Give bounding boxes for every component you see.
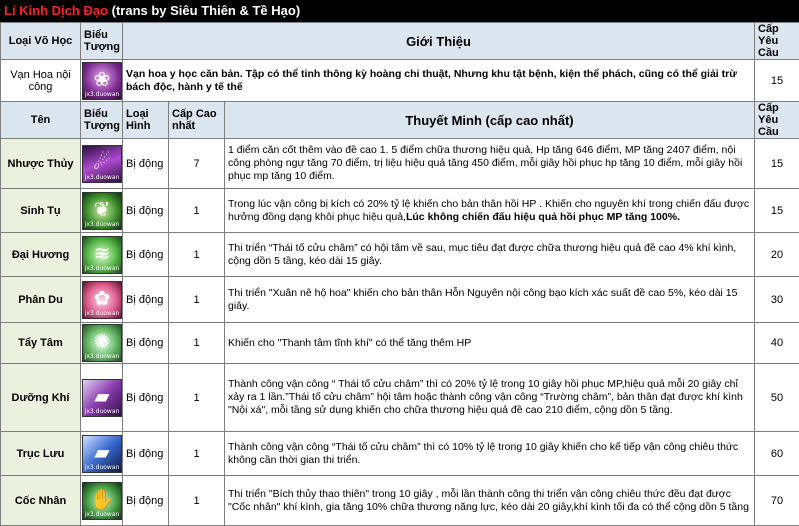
skill-max: 1: [169, 432, 225, 476]
skill-max: 1: [169, 476, 225, 526]
skill-max: 1: [169, 323, 225, 364]
skill-max: 7: [169, 139, 225, 189]
skill-name: Trục Lưu: [1, 432, 81, 476]
school-row: [1, 60, 799, 102]
skill-max: 1: [169, 364, 225, 432]
table-row: [1, 277, 799, 323]
col-icon: Biểu Tượng: [81, 23, 123, 60]
col-icon-2: Biểu Tượng: [81, 102, 123, 139]
skill-name: Phân Du: [1, 277, 81, 323]
skill-kind: Bị động: [123, 432, 169, 476]
col-level: Cấp Yêu Cầu: [755, 23, 799, 60]
skill-max: 1: [169, 233, 225, 277]
skill-desc: Thi triển "Bích thủy thao thiên" trong 10 giây , mỗi lần thành công thi triển vận công chiêu thức đều đạt được "Cốc nhân" khí kình, gia tăng 10% chữa thương năng lực, kéo dài 20 giây,khí kình tối đa có thể cộng dồn 5 tầng: [225, 476, 755, 526]
skill-desc: 1 điểm căn cốt thêm vào đề cao 1. 5 điểm chữa thương hiệu quả, Hp tăng 646 điểm, MP tăng 2407 điểm, nội công phòng ngự tăng 70 điểm, trị liệu hiệu quả tăng 450 điểm, mỗi giây hồi phục hp tăng 10 điểm, mỗi giây hồi phục mp tăng 10 điểm.: [225, 139, 755, 189]
wanhua-orchid-icon: ❀ jx3.duowan: [82, 62, 122, 100]
skill-desc: Thành công vận công “Thái tố cửu châm” thì có 10% tỷ lệ trong 10 giây khiến cho kế tiếp vận công chiêu thức không cần thời gian thi triển.: [225, 432, 755, 476]
skill-level: 50: [755, 364, 799, 432]
green-glow-icon: ✺ jx3.duowan: [82, 324, 122, 362]
page-title: Lí Kinh Dịch Đạo: [4, 3, 108, 18]
skill-kind: Bị động: [123, 189, 169, 233]
skill-desc: Khiến cho "Thanh tâm tĩnh khí" có thể tăng thêm HP: [225, 323, 755, 364]
skill-desc: Thi triển "Xuân nê hộ hoa" khiến cho bản thân Hỗn Nguyên nội công bạo kích xác suất đề cao 5%, kéo dài 15 giây.: [225, 277, 755, 323]
skill-level: 40: [755, 323, 799, 364]
skill-level: 20: [755, 233, 799, 277]
green-leaf-icon: ❦ jx3.duowan: [82, 192, 122, 230]
col-name: Tên: [1, 102, 81, 139]
skill-level: 70: [755, 476, 799, 526]
col-level-2: Cấp Yêu Cầu: [755, 102, 799, 139]
col-intro: Giới Thiệu: [123, 23, 755, 60]
credit-text: (trans by Siêu Thiên & Tề Hạo): [112, 3, 301, 18]
skill-kind: Bị động: [123, 476, 169, 526]
skill-level: 15: [755, 139, 799, 189]
table-row: [1, 364, 799, 432]
col-max: Cấp Cao nhất: [169, 102, 225, 139]
pink-flower-icon: ✿ jx3.duowan: [82, 281, 122, 319]
school-header-row: [1, 23, 799, 60]
skill-level: 15: [755, 189, 799, 233]
skill-name: Cốc Nhân: [1, 476, 81, 526]
skill-name: Tẩy Tâm: [1, 323, 81, 364]
green-wave-icon: ≋ jx3.duowan: [82, 236, 122, 274]
table-row: [1, 476, 799, 526]
skill-max: 1: [169, 189, 225, 233]
skill-kind: Bị động: [123, 277, 169, 323]
col-kind: Loại Hình: [123, 102, 169, 139]
table-row: [1, 189, 799, 233]
col-type: Loại Võ Học: [1, 23, 81, 60]
skill-header-row: [1, 102, 799, 139]
skill-level: 30: [755, 277, 799, 323]
table-row: [1, 139, 799, 189]
school-name: Vạn Hoa nội công: [1, 60, 81, 102]
skill-kind: Bị động: [123, 323, 169, 364]
skill-desc: Trong lúc vận công bị kích có 20% tỷ lệ khiến cho bản thân hồi HP . Khiến cho nguyên khí trong chiến đấu được hưởng đồng dạng khôi phục hiệu quả,Lúc không chiến đấu hiệu quả hồi phục MP tăng 100%.: [225, 189, 755, 233]
purple-streak-icon: ☄ jx3.duowan: [82, 145, 122, 183]
school-intro: Vạn hoa y học căn bản. Tập có thể tinh thông kỳ hoàng chi thuật, Nhưng khu tật bệnh, kiện thể phách, cũng có thể giải trừ bách độc, hành y tế thế: [123, 60, 755, 102]
skill-name: Đại Hương: [1, 233, 81, 277]
table-row: [1, 323, 799, 364]
school-level: 15: [755, 60, 799, 102]
title-banner: [0, 0, 799, 22]
purple-book-icon: ▰ jx3.duowan: [82, 379, 122, 417]
skill-desc-bold: Lúc không chiến đấu hiệu quả hồi phục MP tăng 100%.: [406, 211, 680, 223]
table-row: [1, 432, 799, 476]
skill-name: Sinh Tụ: [1, 189, 81, 233]
skill-kind: Bị động: [123, 233, 169, 277]
skill-desc: Thi triển “Thái tố cửu châm” có hội tâm về sau, mục tiêu đạt được chữa thương hiệu quả đề cao 4% khí kình, cộng dồn 5 tầng, kéo dài 15 giây.: [225, 233, 755, 277]
col-desc: Thuyết Minh (cấp cao nhất): [225, 102, 755, 139]
skill-kind: Bị động: [123, 139, 169, 189]
skill-table: [0, 22, 799, 526]
skill-level: 60: [755, 432, 799, 476]
skill-kind: Bị động: [123, 364, 169, 432]
green-hand-icon: ✋ jx3.duowan: [82, 482, 122, 520]
blue-book-icon: ▰ jx3.duowan: [82, 435, 122, 473]
skill-name: Nhược Thủy: [1, 139, 81, 189]
skill-name: Dưỡng Khí: [1, 364, 81, 432]
skill-max: 1: [169, 277, 225, 323]
skill-desc: Thành công vận công “ Thái tố cửu châm” thì có 20% tỷ lệ trong 10 giây hồi phục MP,hiệu quả mỗi 20 giây chỉ xảy ra 1 lần.”Thái tố cửu châm” hội tâm hoặc thành công vận công “Trường châm”, bản thân đạt được khí kình "Nội xá", mỗi tầng sử dụng khiến cho chữa thương hiệu quả đề cao 210 điểm, cộng dồn 5 tầng.: [225, 364, 755, 432]
table-row: [1, 233, 799, 277]
